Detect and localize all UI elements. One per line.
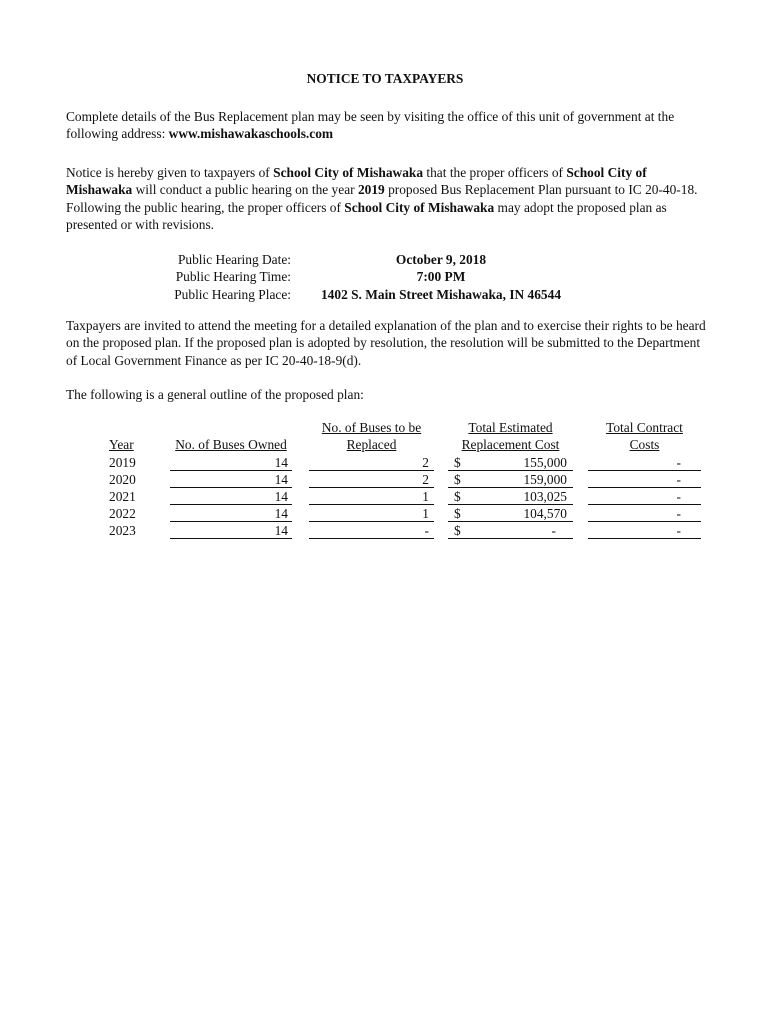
cell-owned: 14 — [274, 454, 288, 470]
header-cost-line1: Total Estimated — [468, 420, 553, 435]
header-year: Year — [109, 437, 134, 453]
row-underline — [588, 538, 701, 539]
hearing-time-label: Public Hearing Time: — [175, 269, 291, 285]
hearing-place-row — [0, 286, 770, 303]
cell-dollar-sign: $ — [454, 454, 461, 470]
cell-contract: - — [676, 522, 681, 538]
cell-replaced: 1 — [422, 488, 429, 504]
hearing-date-row — [0, 251, 770, 268]
cell-replaced: 2 — [422, 471, 429, 487]
header-cost-line2: Replacement Cost — [461, 437, 560, 453]
notice-text-3: will conduct a public hearing on the year — [132, 182, 358, 198]
cell-dollar-sign: $ — [454, 505, 461, 521]
notice-text-2: that the proper officers of — [423, 165, 567, 180]
cell-cost: 155,000 — [523, 454, 567, 470]
cell-year: 2022 — [109, 505, 136, 521]
cell-cost: 104,570 — [523, 505, 567, 521]
plan-year: 2019 — [357, 182, 385, 198]
cell-contract: - — [676, 505, 681, 521]
hearing-time-row — [0, 268, 770, 285]
cell-year: 2019 — [109, 454, 136, 470]
notice-text-5: may adopt the proposed plan as presented or with revisions. — [66, 199, 667, 233]
intro-text: Complete details of the Bus Replacement plan may be seen by visiting the office of this unit of government at the following address: — [66, 109, 675, 142]
cell-owned: 14 — [274, 505, 288, 521]
cell-year: 2020 — [109, 471, 136, 487]
hearing-time-value: 7:00 PM — [416, 269, 466, 285]
hearing-place-value: 1402 S. Main Street Mishawaka, IN 46544 — [320, 286, 562, 302]
row-underline — [309, 538, 434, 539]
cell-contract: - — [676, 471, 681, 487]
cell-contract: - — [676, 488, 681, 504]
cell-owned: 14 — [274, 488, 288, 504]
header-contract-line2: Costs — [629, 437, 660, 453]
hearing-date-value: October 9, 2018 — [395, 252, 487, 267]
website-link: www.mishawakaschools.com — [168, 126, 334, 142]
row-underline — [170, 538, 292, 539]
header-owned: No. of Buses Owned — [175, 437, 287, 453]
cell-replaced: 2 — [422, 454, 429, 470]
notice-text-4: proposed Bus Replacement Plan pursuant to IC 20-40-18. Following the public hearing, the proper officers of — [66, 182, 698, 215]
cell-replaced: - — [424, 522, 429, 538]
cell-replaced: 1 — [422, 505, 429, 521]
hearing-details — [0, 251, 770, 303]
cell-owned: 14 — [274, 471, 288, 487]
page-title: NOTICE TO TAXPAYERS — [306, 71, 464, 86]
header-replaced-line1: No. of Buses to be — [321, 420, 422, 435]
outline-intro: The following is a general outline of the proposed plan: — [66, 387, 364, 402]
cell-dollar-sign: $ — [454, 488, 461, 504]
invite-paragraph: Taxpayers are invited to attend the meeting for a detailed explanation of the plan and to exercise their rights to be heard on the proposed plan. If the proposed plan is adopted by resolution, the resolution will be submitted to the Department of Local Government Finance as per IC 20-40-18-9(d). — [66, 318, 706, 368]
cell-cost: - — [551, 522, 556, 538]
unit-name-2: School City of Mishawaka — [66, 165, 647, 198]
cell-year: 2021 — [109, 488, 136, 504]
unit-name-1: School City of Mishawaka — [273, 165, 424, 180]
header-contract-line1: Total Contract — [606, 420, 683, 435]
cell-cost: 103,025 — [523, 488, 567, 504]
cell-contract: - — [676, 454, 681, 470]
hearing-place-label: Public Hearing Place: — [174, 286, 291, 302]
cell-dollar-sign: $ — [454, 522, 461, 538]
header-replaced-line2: Replaced — [346, 437, 397, 453]
cell-owned: 14 — [274, 522, 288, 538]
notice-text-1: Notice is hereby given to taxpayers of — [66, 165, 274, 180]
cell-cost: 159,000 — [523, 471, 567, 487]
notice-paragraph — [66, 164, 706, 234]
unit-name-3: School City of Mishawaka — [344, 199, 495, 215]
cell-year: 2023 — [109, 522, 136, 538]
intro-paragraph — [66, 108, 706, 143]
cell-dollar-sign: $ — [454, 471, 461, 487]
row-underline — [448, 538, 573, 539]
hearing-date-label: Public Hearing Date: — [177, 252, 291, 267]
